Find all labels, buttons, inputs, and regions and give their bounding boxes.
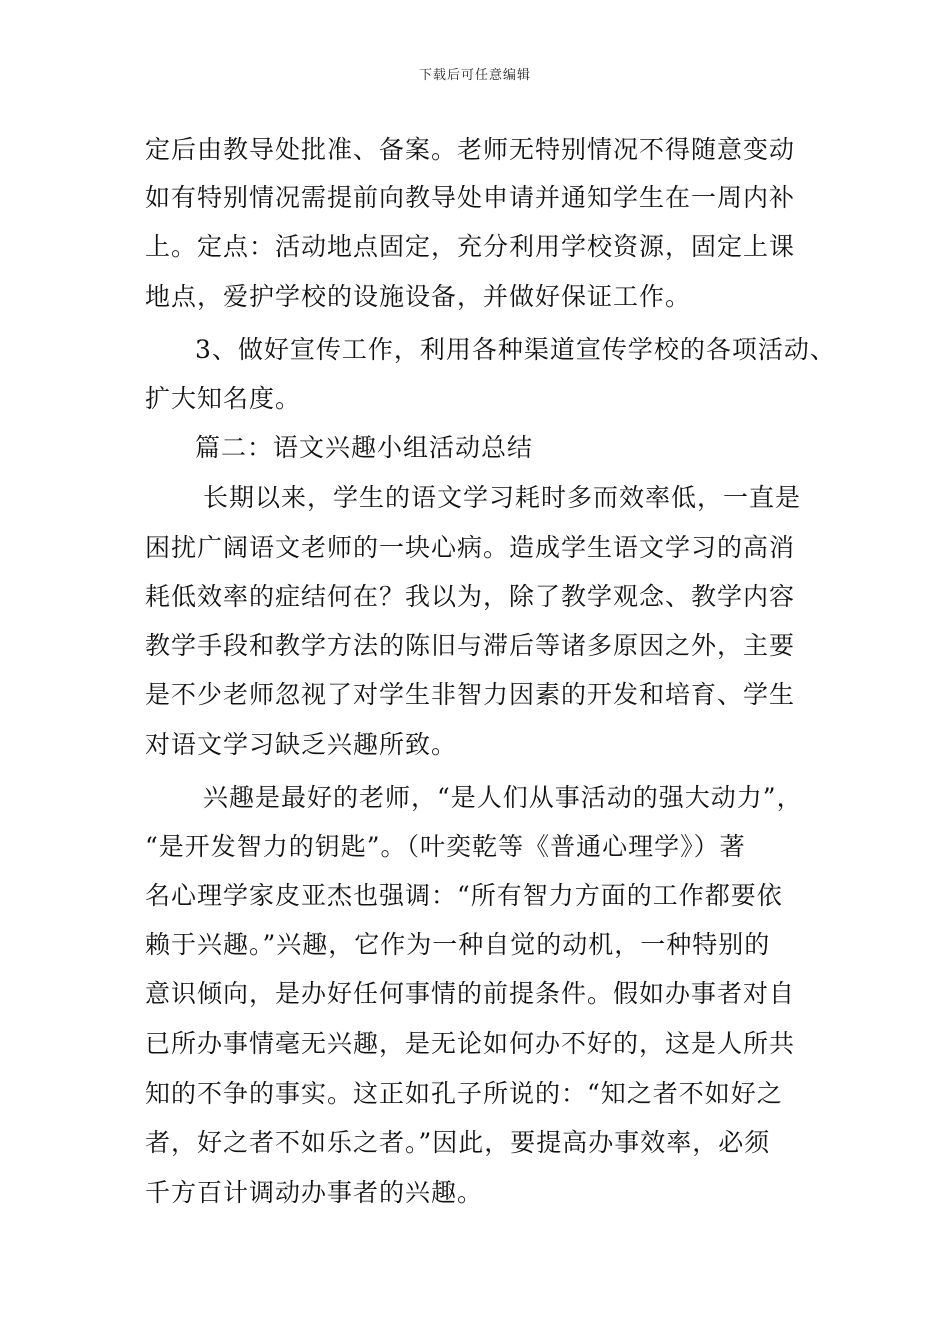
text-line: 定后由教导处批准、备案。老师无特别情况不得随意变动 — [145, 135, 796, 164]
page-header: 下载后可任意编辑 — [418, 68, 531, 83]
text-line: 千方百计调动办事者的兴趣。 — [145, 1178, 484, 1207]
text-line: 扩大知名度。 — [145, 384, 302, 413]
text-line: 已所办事情毫无兴趣，是无论如何办不好的，这是人所共 — [145, 1029, 796, 1058]
text-line: 兴趣是最好的老师，“是人们从事活动的强大动力”， — [203, 783, 803, 812]
text-line: 意识倾向，是办好任何事情的前提条件。假如办事者对自 — [145, 979, 796, 1008]
text-line: 3、做好宣传工作，利用各种渠道宣传学校的各项活动、 — [195, 335, 836, 364]
text-line: 是不少老师忽视了对学生非智力因素的开发和培育、学生 — [145, 680, 796, 709]
text-line: 困扰广阔语文老师的一块心病。造成学生语文学习的高消 — [145, 533, 796, 562]
text-line: 地点，爱护学校的设施设备，并做好保证工作。 — [145, 282, 692, 311]
text-line: 耗低效率的症结何在？我以为，除了教学观念、教学内容 — [145, 582, 796, 611]
text-line: 如有特别情况需提前向教导处申请并通知学生在一周内补 — [145, 183, 796, 212]
section-heading: 篇二：语文兴趣小组活动总结 — [195, 433, 534, 462]
text-line: 赖于兴趣。”兴趣，它作为一种自觉的动机，一种特别的 — [145, 930, 771, 959]
text-line: 者，好之者不如乐之者。”因此，要提高办事效率，必须 — [145, 1128, 771, 1157]
text-line: 名心理学家皮亚杰也强调：“所有智力方面的工作都要依 — [145, 881, 783, 910]
text-line: 对语文学习缺乏兴趣所致。 — [145, 730, 458, 759]
text-line: 长期以来，学生的语文学习耗时多而效率低，一直是 — [203, 483, 802, 512]
text-line: “是开发智力的钥匙”。（叶奕乾等《普通心理学》）著 — [145, 832, 746, 861]
text-line: 上。定点：活动地点固定，充分利用学校资源，固定上课 — [145, 232, 796, 261]
text-line: 教学手段和教学方法的陈旧与滞后等诸多原因之外，主要 — [145, 631, 796, 660]
text-line: 知的不争的事实。这正如孔子所说的：“知之者不如好之 — [145, 1079, 783, 1108]
